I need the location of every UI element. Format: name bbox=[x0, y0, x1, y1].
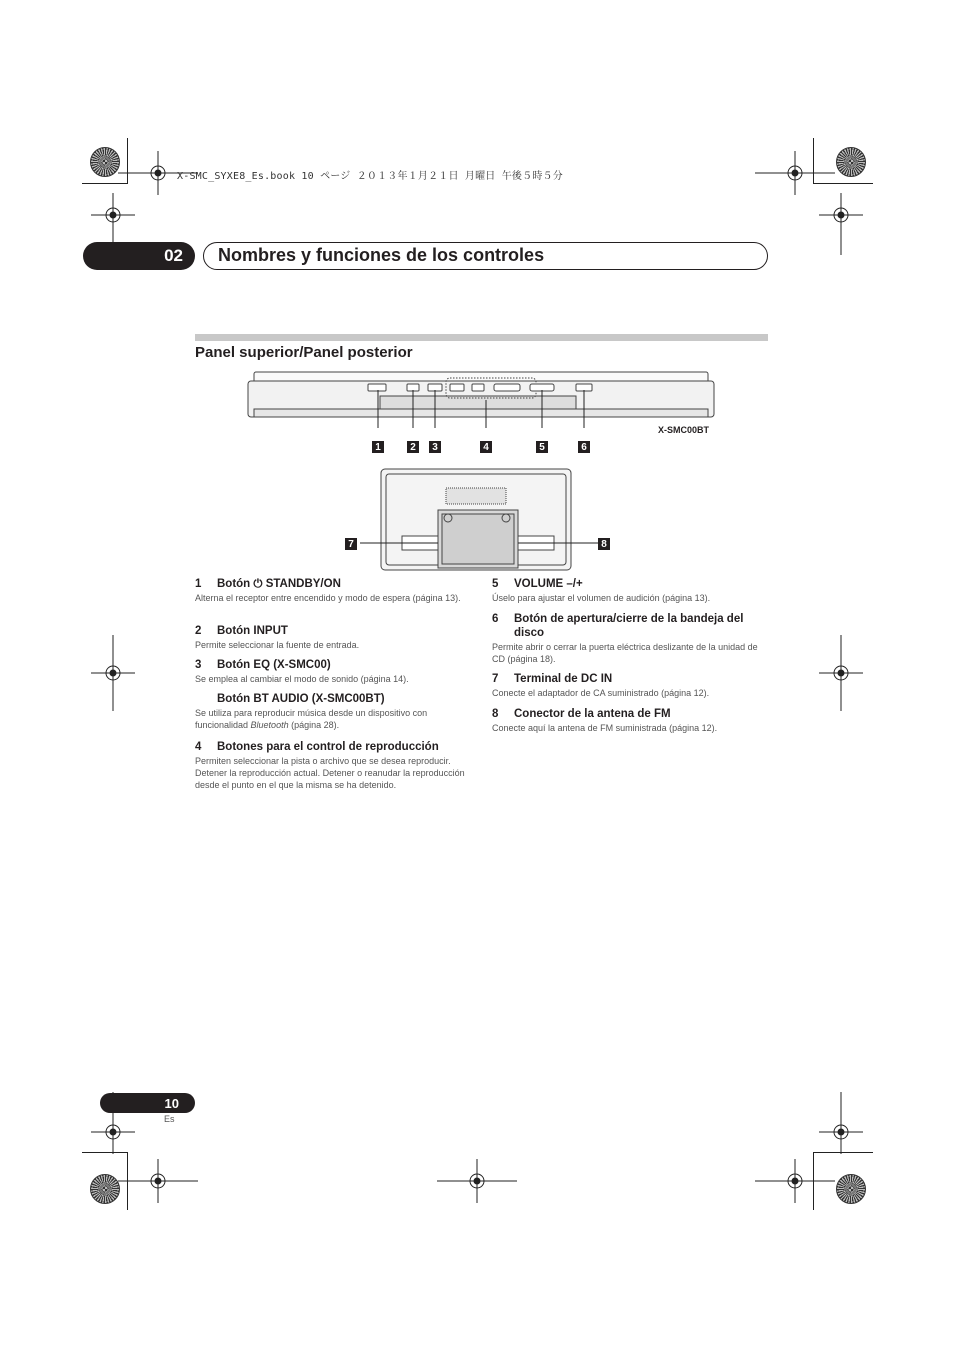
chapter-number: 02 bbox=[83, 242, 195, 270]
page-language: Es bbox=[164, 1114, 175, 1124]
callout-8: 8 bbox=[598, 538, 610, 550]
item-7: 7 Terminal de DC IN Conecte el adaptador de CA suministrado (página 12). bbox=[492, 673, 710, 698]
print-file-header: X-SMC_SYXE8_Es.book 10 ページ ２０１３年１月２１日 月曜日 午後５時５分 bbox=[177, 171, 563, 182]
top-panel-illustration bbox=[240, 368, 720, 428]
callout-6: 6 bbox=[578, 441, 590, 453]
callout-7: 7 bbox=[345, 538, 357, 550]
item-2: 2 Botón INPUT Permite seleccionar la fuente de entrada. bbox=[195, 625, 360, 650]
rear-panel-illustration bbox=[340, 466, 620, 576]
page-number: 10 bbox=[100, 1093, 195, 1113]
item-6: 6 Botón de apertura/cierre de la bandeja del disco Permite abrir o cerrar la puerta eléctrica deslizante de la unidad de CD (página 18). bbox=[492, 613, 758, 664]
item-5: 5 VOLUME –/+ Úselo para ajustar el volumen de audición (página 13). bbox=[492, 578, 711, 603]
section-title: Panel superior/Panel posterior bbox=[195, 344, 413, 361]
callout-2: 2 bbox=[407, 441, 419, 453]
callout-4: 4 bbox=[480, 441, 492, 453]
item-4: 4 Botones para el control de reproducción Permiten seleccionar la pista o archivo que se desea reproducir. Detener la reproducción actual. Detener o reanudar la reproducción desde el punto en el que la misma se ha detenido. bbox=[195, 741, 465, 790]
model-label: X-SMC00BT bbox=[658, 425, 710, 435]
chapter-title: Nombres y funciones de los controles bbox=[203, 242, 768, 270]
callout-5: 5 bbox=[536, 441, 548, 453]
callout-1: 1 bbox=[372, 441, 384, 453]
section-rule bbox=[195, 334, 768, 341]
item-3b: Botón BT AUDIO (X-SMC00BT) Se utiliza para reproducir música desde un dispositivo con funcionalidad Bluetooth (página 28). bbox=[195, 693, 428, 730]
callout-3: 3 bbox=[429, 441, 441, 453]
item-1: 1 Botón ⏻ STANDBY/ON Alterna el receptor entre encendido y modo de espera (página 13). bbox=[195, 578, 461, 603]
item-8: 8 Conector de la antena de FM Conecte aquí la antena de FM suministrada (página 12). bbox=[492, 708, 718, 733]
item-3: 3 Botón EQ (X-SMC00) Se emplea al cambiar el modo de sonido (página 14). bbox=[195, 659, 409, 684]
